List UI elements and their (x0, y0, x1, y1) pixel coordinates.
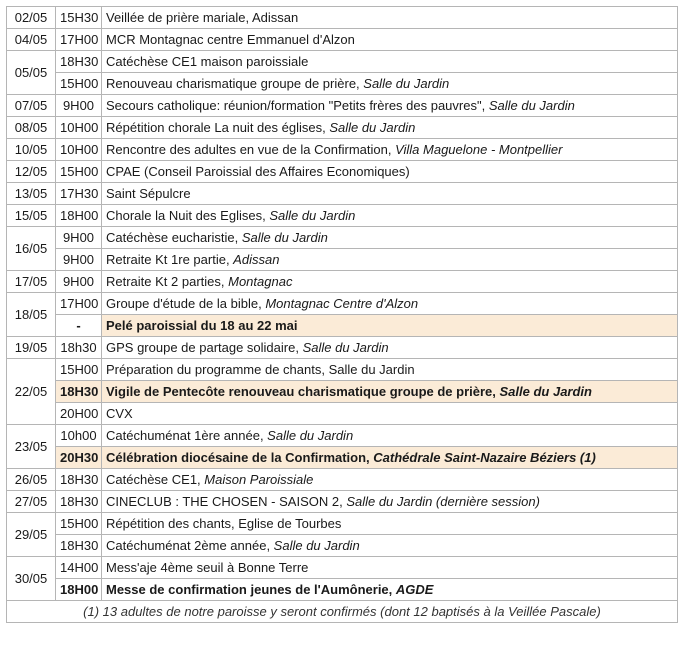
date-cell: 07/05 (7, 95, 56, 117)
event-cell (102, 249, 678, 271)
agenda-row (7, 7, 678, 29)
event-title: MCR Montagnac centre Emmanuel d'Alzon (106, 32, 355, 47)
time-cell: 18H30 (56, 51, 102, 73)
event-location: Cathédrale Saint-Nazaire Béziers (1) (373, 450, 596, 465)
agenda-row (7, 337, 678, 359)
agenda-row (7, 73, 678, 95)
agenda-row (7, 447, 678, 469)
event-title: CVX (106, 406, 133, 421)
date-cell: 23/05 (7, 425, 56, 469)
time-cell: 9H00 (56, 249, 102, 271)
event-title: Secours catholique: réunion/formation "Petits frères des pauvres", (106, 98, 489, 113)
event-cell (102, 205, 678, 227)
event-location: Montagnac (228, 274, 293, 289)
event-cell (102, 513, 678, 535)
time-cell: 10H00 (56, 117, 102, 139)
date-cell: 22/05 (7, 359, 56, 425)
agenda-row (7, 95, 678, 117)
event-cell (102, 73, 678, 95)
event-title: Célébration diocésaine de la Confirmation, (106, 450, 374, 465)
event-title: Catéchèse CE1, (106, 472, 205, 487)
date-cell: 29/05 (7, 513, 56, 557)
agenda-row (7, 29, 678, 51)
event-title: Veillée de prière mariale, Adissan (106, 10, 299, 25)
event-location: Maison Paroissiale (204, 472, 314, 487)
event-cell (102, 469, 678, 491)
agenda-row (7, 161, 678, 183)
event-cell (102, 381, 678, 403)
event-cell (102, 579, 678, 601)
event-cell (102, 491, 678, 513)
event-location: Salle du Jardin (488, 98, 575, 113)
event-cell (102, 139, 678, 161)
date-cell: 12/05 (7, 161, 56, 183)
time-cell: 9H00 (56, 271, 102, 293)
event-title: Catéchuménat 1ère année, (106, 428, 268, 443)
time-cell: 15H30 (56, 7, 102, 29)
event-title: Chorale la Nuit des Eglises, (106, 208, 270, 223)
agenda-row (7, 117, 678, 139)
time-cell: 18H30 (56, 491, 102, 513)
time-cell: 9H00 (56, 227, 102, 249)
agenda-row (7, 227, 678, 249)
event-cell (102, 7, 678, 29)
agenda-table (6, 6, 678, 623)
event-title: Préparation du programme de chants, Salle du Jardin (106, 362, 415, 377)
event-cell (102, 293, 678, 315)
event-title: Renouveau charismatique groupe de prière, (106, 76, 364, 91)
event-location: Salle du Jardin (499, 384, 592, 399)
time-cell: 20H30 (56, 447, 102, 469)
agenda-row (7, 513, 678, 535)
time-cell: 20H00 (56, 403, 102, 425)
date-cell: 13/05 (7, 183, 56, 205)
agenda-row (7, 469, 678, 491)
event-cell (102, 403, 678, 425)
agenda-row (7, 579, 678, 601)
event-cell (102, 95, 678, 117)
event-location: Salle du Jardin (241, 230, 328, 245)
date-cell: 18/05 (7, 293, 56, 337)
event-title: Vigile de Pentecôte renouveau charismatique groupe de prière, (106, 384, 500, 399)
time-cell: - (56, 315, 102, 337)
agenda-row (7, 249, 678, 271)
event-title: Rencontre des adultes en vue de la Confirmation, (106, 142, 396, 157)
time-cell: 14H00 (56, 557, 102, 579)
time-cell: 18H30 (56, 469, 102, 491)
agenda-row (7, 425, 678, 447)
event-title: Saint Sépulcre (106, 186, 191, 201)
agenda-row (7, 139, 678, 161)
footnote-row (7, 601, 678, 623)
event-location: Salle du Jardin (273, 538, 360, 553)
date-cell: 15/05 (7, 205, 56, 227)
agenda-row (7, 271, 678, 293)
event-location: Salle du Jardin (302, 340, 389, 355)
time-cell: 17H00 (56, 29, 102, 51)
event-title: GPS groupe de partage solidaire, (106, 340, 303, 355)
date-cell: 02/05 (7, 7, 56, 29)
event-title: Pelé paroissial du 18 au 22 mai (106, 318, 298, 333)
event-title: Messe de confirmation jeunes de l'Aumônerie, (106, 582, 396, 597)
time-cell: 10H00 (56, 139, 102, 161)
agenda-row (7, 359, 678, 381)
date-cell: 19/05 (7, 337, 56, 359)
event-location: Montagnac Centre d'Alzon (265, 296, 419, 311)
time-cell: 10h00 (56, 425, 102, 447)
event-cell (102, 271, 678, 293)
event-title: Répétition chorale La nuit des églises, (106, 120, 330, 135)
agenda-row (7, 491, 678, 513)
event-title: Répétition des chants, Eglise de Tourbes (106, 516, 342, 531)
date-cell: 10/05 (7, 139, 56, 161)
event-cell (102, 337, 678, 359)
event-location: Salle du Jardin (269, 208, 356, 223)
footnote: (1) 13 adultes de notre paroisse y seront confirmés (dont 12 baptisés à la Veillée Pascale) (7, 601, 678, 623)
event-location: Salle du Jardin (363, 76, 450, 91)
event-title: Catéchèse CE1 maison paroissiale (106, 54, 309, 69)
time-cell: 15H00 (56, 513, 102, 535)
event-title: Retraite Kt 1re partie, (106, 252, 234, 267)
event-title: Retraite Kt 2 parties, (106, 274, 229, 289)
event-title: CPAE (Conseil Paroissial des Affaires Economiques) (106, 164, 410, 179)
time-cell: 9H00 (56, 95, 102, 117)
time-cell: 18h30 (56, 337, 102, 359)
date-cell: 08/05 (7, 117, 56, 139)
date-cell: 05/05 (7, 51, 56, 95)
event-cell (102, 447, 678, 469)
time-cell: 15H00 (56, 161, 102, 183)
event-cell (102, 359, 678, 381)
agenda-row (7, 535, 678, 557)
event-cell (102, 227, 678, 249)
event-location: Salle du Jardin (329, 120, 416, 135)
event-cell (102, 425, 678, 447)
event-location: Adissan (233, 252, 280, 267)
event-location: Salle du Jardin (267, 428, 354, 443)
agenda-container (6, 6, 678, 623)
event-title: CINECLUB : THE CHOSEN - SAISON 2, (106, 494, 347, 509)
date-cell: 30/05 (7, 557, 56, 601)
date-cell: 27/05 (7, 491, 56, 513)
time-cell: 17H30 (56, 183, 102, 205)
date-cell: 26/05 (7, 469, 56, 491)
time-cell: 18H00 (56, 205, 102, 227)
time-cell: 15H00 (56, 73, 102, 95)
agenda-row (7, 315, 678, 337)
event-cell (102, 29, 678, 51)
agenda-row (7, 51, 678, 73)
event-location: Salle du Jardin (dernière session) (346, 494, 540, 509)
agenda-row (7, 205, 678, 227)
agenda-row (7, 403, 678, 425)
event-cell (102, 557, 678, 579)
event-cell (102, 117, 678, 139)
event-cell (102, 535, 678, 557)
event-title: Catéchuménat 2ème année, (106, 538, 274, 553)
time-cell: 18H30 (56, 535, 102, 557)
event-title: Groupe d'étude de la bible, (106, 296, 266, 311)
event-location: AGDE (395, 582, 434, 597)
agenda-row (7, 183, 678, 205)
event-title: Catéchèse eucharistie, (106, 230, 242, 245)
date-cell: 04/05 (7, 29, 56, 51)
event-location: Villa Maguelone - Montpellier (395, 142, 563, 157)
agenda-row (7, 293, 678, 315)
event-cell (102, 161, 678, 183)
event-cell (102, 183, 678, 205)
event-title: Mess'aje 4ème seuil à Bonne Terre (106, 560, 309, 575)
date-cell: 17/05 (7, 271, 56, 293)
time-cell: 15H00 (56, 359, 102, 381)
agenda-row (7, 557, 678, 579)
time-cell: 18H30 (56, 381, 102, 403)
agenda-body (7, 7, 678, 601)
agenda-row (7, 381, 678, 403)
date-cell: 16/05 (7, 227, 56, 271)
event-cell (102, 315, 678, 337)
time-cell: 17H00 (56, 293, 102, 315)
time-cell: 18H00 (56, 579, 102, 601)
event-cell (102, 51, 678, 73)
